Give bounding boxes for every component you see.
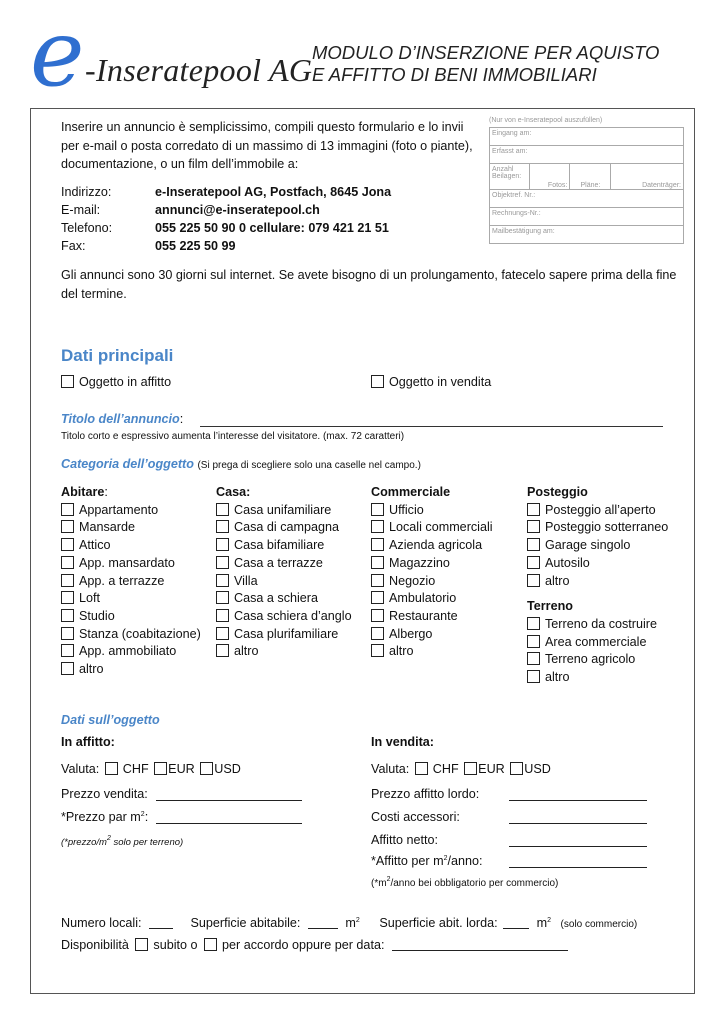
office-datentraeger[interactable]: Datenträger:: [611, 164, 684, 190]
option-item[interactable]: altro: [216, 643, 352, 661]
office-eingang[interactable]: Eingang am:: [490, 128, 684, 146]
column-commerciale: [371, 484, 493, 661]
checkbox[interactable]: [61, 538, 74, 551]
checkbox[interactable]: [371, 591, 384, 604]
affitto-lordo-input[interactable]: [509, 800, 647, 801]
contact-phone: Telefono: 055 225 50 90 0 cellulare: 079 421 21 51: [61, 221, 389, 235]
checkbox-chf[interactable]: [105, 762, 118, 775]
vendita-valuta: Valuta: CHF EUR USD: [371, 762, 551, 776]
checkbox[interactable]: [216, 591, 229, 604]
checkbox[interactable]: [527, 670, 540, 683]
checkbox[interactable]: [61, 503, 74, 516]
checkbox[interactable]: [216, 556, 229, 569]
option-item[interactable]: App. a terrazze: [61, 573, 201, 591]
option-item[interactable]: altro: [527, 573, 668, 591]
checkbox-eur[interactable]: [464, 762, 477, 775]
prezzo-m2-label: *Prezzo par $m^2$:: [61, 810, 149, 824]
checkbox[interactable]: [527, 635, 540, 648]
option-item[interactable]: Appartamento: [61, 502, 201, 520]
checkbox-usd[interactable]: [200, 762, 213, 775]
option-item[interactable]: Casa bifamiliare: [216, 537, 352, 555]
checkbox[interactable]: [371, 556, 384, 569]
categoria-label: Categoria dell’oggetto (Si prega di scegliere solo una caselle nel campo.): [61, 457, 421, 471]
checkbox[interactable]: [216, 609, 229, 622]
bottom-row-1: Numero locali: Superficie abitabile: $m^2$ Superficie abit. lorda: $m^2$ (solo commercio): [61, 916, 638, 930]
costi-label: Costi accessori:: [371, 810, 460, 824]
option-item[interactable]: Casa plurifamiliare: [216, 626, 352, 644]
checkbox[interactable]: [371, 375, 384, 388]
column-head: Abitare:: [61, 485, 108, 499]
office-note: (Nur von e-Inseratepool auszufüllen): [489, 117, 603, 124]
checkbox[interactable]: [216, 627, 229, 640]
checkbox[interactable]: [61, 574, 74, 587]
option-item[interactable]: altro: [61, 661, 201, 679]
checkbox[interactable]: [61, 627, 74, 640]
checkbox[interactable]: [527, 617, 540, 630]
option-item[interactable]: Loft: [61, 590, 201, 608]
checkbox[interactable]: [61, 609, 74, 622]
option-item[interactable]: Casa di campagna: [216, 519, 352, 537]
checkbox[interactable]: [216, 644, 229, 657]
option-item[interactable]: App. ammobiliato: [61, 643, 201, 661]
logo-letter: e: [30, 0, 85, 107]
costi-input[interactable]: [509, 823, 647, 824]
checkbox[interactable]: [371, 627, 384, 640]
checkbox-chf[interactable]: [415, 762, 428, 775]
column-head: Casa:: [216, 485, 251, 499]
checkbox[interactable]: [61, 520, 74, 533]
checkbox-usd[interactable]: [510, 762, 523, 775]
column-casa: [216, 484, 352, 661]
option-item[interactable]: Stanza (coabitazione): [61, 626, 201, 644]
sup-lorda-input[interactable]: [503, 928, 529, 929]
option-item[interactable]: Ambulatorio: [371, 590, 493, 608]
affitto-lordo-label: Prezzo affitto lordo:: [371, 787, 480, 801]
notice-text: Gli annunci sono 30 giorni sul internet. Se avete bisogno di un prolungamento, fatecelo sapere prima della fine del termine.: [61, 268, 677, 301]
data-input[interactable]: [392, 950, 568, 951]
checkbox[interactable]: [527, 503, 540, 516]
checkbox[interactable]: [371, 609, 384, 622]
checkbox[interactable]: [371, 644, 384, 657]
titolo-input-line[interactable]: [200, 426, 663, 427]
option-item[interactable]: Terreno agricolo: [527, 651, 668, 669]
checkbox[interactable]: [371, 574, 384, 587]
prezzo-note: ($*prezzo/m^2$ solo per terreno): [61, 835, 184, 848]
option-item[interactable]: Area commerciale: [527, 634, 668, 652]
option-vendita[interactable]: Oggetto in vendita: [371, 375, 491, 389]
option-item[interactable]: Azienda agricola: [371, 537, 493, 555]
office-table: [489, 127, 684, 244]
checkbox[interactable]: [61, 662, 74, 675]
netto-input[interactable]: [509, 846, 647, 847]
option-item[interactable]: Villa: [216, 573, 352, 591]
prezzo-vendita-label: Prezzo vendita:: [61, 787, 148, 801]
office-fotos[interactable]: Fotos:: [530, 164, 570, 190]
checkbox[interactable]: [527, 556, 540, 569]
option-item[interactable]: Mansarde: [61, 519, 201, 537]
column-head: Terreno: [527, 599, 573, 614]
intro-text: Inserire un annuncio è semplicissimo, compili questo formulario e lo invii per e-mail o posta corredato di un massimo di 13 immagini (foto o piante), documentazione, o un film dell’immobile a:: [61, 120, 473, 171]
contact-email: E-mail: annunci@e-inseratepool.ch: [61, 203, 320, 217]
checkbox-eur[interactable]: [154, 762, 167, 775]
affitto-m2-input[interactable]: [509, 867, 647, 868]
option-item[interactable]: Studio: [61, 608, 201, 626]
company-logo: [30, 0, 313, 107]
office-mail[interactable]: Mailbestätigung am:: [490, 226, 684, 244]
office-rechnung[interactable]: Rechnungs-Nr.:: [490, 208, 684, 226]
titolo-label: Titolo dell’annuncio:: [61, 412, 184, 426]
option-item[interactable]: Garage singolo: [527, 537, 668, 555]
column-head: Commerciale: [371, 485, 451, 499]
contact-fax: Fax: 055 225 50 99: [61, 239, 236, 253]
option-item[interactable]: Negozio: [371, 573, 493, 591]
checkbox[interactable]: [527, 652, 540, 665]
option-item[interactable]: Magazzino: [371, 555, 493, 573]
document-title: MODULO D’INSERZIONE PER AQUISTO E AFFITTO DI BENI IMMOBILIARI: [312, 42, 660, 85]
option-item[interactable]: Attico: [61, 537, 201, 555]
prezzo-vendita-input[interactable]: [156, 800, 302, 801]
option-item[interactable]: Terreno da costruire: [527, 616, 668, 634]
option-item[interactable]: Posteggio sotterraneo: [527, 519, 668, 537]
checkbox[interactable]: [216, 538, 229, 551]
option-item[interactable]: Casa a schiera: [216, 590, 352, 608]
contact-address: Indirizzo: e-Inseratepool AG, Postfach, 8645 Jona: [61, 185, 392, 199]
office-use-box: [489, 117, 684, 244]
option-item[interactable]: Casa schiera d’anglo: [216, 608, 352, 626]
option-item[interactable]: Restaurante: [371, 608, 493, 626]
checkbox[interactable]: [371, 538, 384, 551]
office-anzahl[interactable]: Anzahl Beilagen:: [490, 164, 530, 190]
affitto-m2-label: *Affitto per $m^2$/anno:: [371, 854, 483, 868]
checkbox[interactable]: [371, 520, 384, 533]
option-item[interactable]: Albergo: [371, 626, 493, 644]
checkbox[interactable]: [527, 520, 540, 533]
checkbox-subito[interactable]: [135, 938, 148, 951]
contact-block: [61, 183, 391, 255]
checkbox[interactable]: [61, 644, 74, 657]
logo-text: -Inseratepool AG: [85, 52, 313, 88]
checkbox[interactable]: [527, 538, 540, 551]
option-affitto[interactable]: Oggetto in affitto: [61, 375, 171, 389]
column-posteggio: [527, 484, 668, 687]
locali-input[interactable]: [149, 928, 173, 929]
option-item[interactable]: App. mansardato: [61, 555, 201, 573]
checkbox[interactable]: [216, 503, 229, 516]
checkbox-accordo[interactable]: [204, 938, 217, 951]
section-dati-principali: Dati principali: [61, 346, 174, 365]
affitto-head: In affitto:: [61, 735, 115, 749]
office-plaene[interactable]: Pläne:: [570, 164, 611, 190]
option-item[interactable]: Casa a terrazze: [216, 555, 352, 573]
prezzo-m2-input[interactable]: [156, 823, 302, 824]
checkbox[interactable]: [61, 591, 74, 604]
option-item[interactable]: Autosilo: [527, 555, 668, 573]
section-dati-oggetto: Dati sull’oggetto: [61, 713, 160, 727]
option-item[interactable]: Ufficio: [371, 502, 493, 520]
checkbox[interactable]: [527, 574, 540, 587]
office-erfasst[interactable]: Erfasst am:: [490, 146, 684, 164]
option-item[interactable]: Casa unifamiliare: [216, 502, 352, 520]
sup-abit-input[interactable]: [308, 928, 338, 929]
checkbox[interactable]: [61, 375, 74, 388]
checkbox[interactable]: [216, 520, 229, 533]
option-item[interactable]: altro: [371, 643, 493, 661]
affitto-valuta: Valuta: CHF EUR USD: [61, 762, 241, 776]
office-objektref[interactable]: Objektref. Nr.:: [490, 190, 684, 208]
affitto-note: ($*m^2$/anno bei obbligatorio per commercio): [371, 876, 559, 889]
column-head: Posteggio: [527, 485, 588, 499]
option-item[interactable]: Posteggio all’aperto: [527, 502, 668, 520]
checkbox[interactable]: [61, 556, 74, 569]
netto-label: Affitto netto:: [371, 833, 438, 847]
option-item[interactable]: Locali commerciali: [371, 519, 493, 537]
vendita-head: In vendita:: [371, 735, 434, 749]
column-abitare: [61, 484, 201, 679]
checkbox[interactable]: [216, 574, 229, 587]
bottom-row-2: Disponibilità subito o per accordo oppure per data:: [61, 938, 568, 952]
option-item[interactable]: altro: [527, 669, 668, 687]
titolo-hint: Titolo corto e espressivo aumenta l’interesse del visitatore. (max. 72 caratteri): [61, 431, 405, 442]
checkbox[interactable]: [371, 503, 384, 516]
